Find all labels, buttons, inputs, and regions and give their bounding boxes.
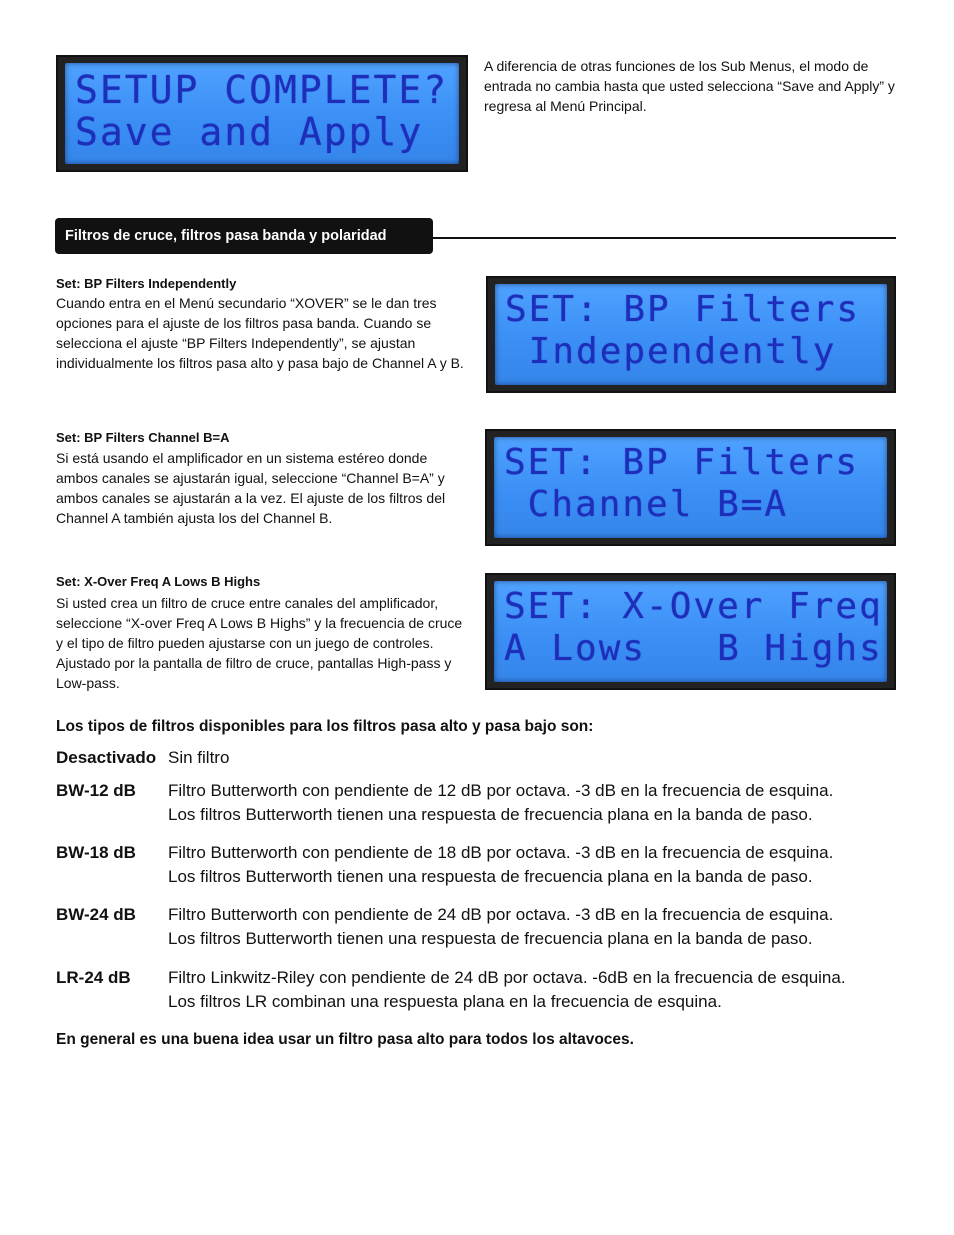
section-divider	[433, 237, 896, 239]
item-body: Cuando entra en el Menú secundario “XOVER” se le dan tres opciones para el ajuste de los filtros pasa banda. Cuando se selecciona el ajuste “BP Filters Independently”, se ajustan individualmente los filtros pasa alto y pasa bajo de Channel A y B.	[56, 295, 464, 371]
filter-description	[168, 966, 888, 1014]
lcd-line-2: Save and Apply	[75, 110, 424, 154]
lcd-xover-freq	[485, 573, 896, 690]
item-heading: Set: BP Filters Independently	[56, 276, 237, 291]
filter-description	[168, 903, 888, 951]
lcd-line-1: SET: BP Filters	[505, 289, 861, 330]
filter-description: Sin filtro	[168, 748, 230, 767]
lcd-line-2: A Lows B Highs	[504, 628, 883, 669]
filter-label: Desactivado	[56, 748, 157, 767]
closing-note: En general es una buena idea usar un filtro pasa alto para todos los altavoces.	[56, 1031, 634, 1048]
filter-description-line: Filtro Butterworth con pendiente de 18 dB por octava. -3 dB en la frecuencia de esquina.	[168, 843, 834, 862]
filter-description-line: Los filtros Butterworth tienen una respuesta de frecuencia plana en la banda de paso.	[168, 867, 813, 886]
lcd-line-2: Channel B=A	[504, 484, 789, 525]
filter-label: LR-24 dB	[56, 968, 131, 987]
item-heading: Set: BP Filters Channel B=A	[56, 430, 230, 445]
filter-description-line: Los filtros LR combinan una respuesta plana en la frecuencia de esquina.	[168, 992, 722, 1011]
lcd-screen	[494, 581, 887, 682]
lcd-bp-independently	[486, 276, 896, 393]
lcd-line-1: SET: BP Filters	[504, 442, 860, 483]
lcd-line-1: SETUP COMPLETE?	[75, 68, 449, 112]
section-title: Filtros de cruce, filtros pasa banda y polaridad	[55, 218, 433, 254]
intro-text: A diferencia de otras funciones de los Sub Menus, el modo de entrada no cambia hasta que usted selecciona “Save and Apply” y regresa al Menú Principal.	[484, 58, 895, 114]
filter-description-line: Los filtros Butterworth tienen una respuesta de frecuencia plana en la banda de paso.	[168, 805, 813, 824]
lcd-bp-channel-b-a	[485, 429, 896, 546]
filter-description-line: Filtro Butterworth con pendiente de 24 dB por octava. -3 dB en la frecuencia de esquina.	[168, 905, 834, 924]
lcd-line-2: Independently	[505, 331, 837, 372]
item-body: Si está usando el amplificador en un sistema estéreo donde ambos canales se ajustarán igual, seleccione “Channel B=A” y ambos canales se ajustarán a la vez. El ajuste de los filtros del Channel A también ajusta los del Channel B.	[56, 450, 446, 526]
filter-types-heading: Los tipos de filtros disponibles para los filtros pasa alto y pasa bajo son:	[56, 718, 594, 735]
filter-description	[168, 779, 888, 827]
item-heading: Set: X-Over Freq A Lows B Highs	[56, 574, 261, 589]
filter-label: BW-18 dB	[56, 843, 136, 862]
lcd-line-1: SET: X-Over Freq	[504, 586, 883, 627]
item-body: Si usted crea un filtro de cruce entre canales del amplificador, seleccione “X-over Freq A Lows B Highs” y la frecuencia de cruce y el tipo de filtro pueden ajustarse con un juego de controles. Ajustado por la pantalla de filtro de cruce, pantallas High-pass y Low-pass.	[56, 595, 463, 691]
lcd-screen	[65, 63, 459, 164]
lcd-setup-complete	[56, 55, 468, 172]
filter-description-line: Filtro Linkwitz-Riley con pendiente de 24 dB por octava. -6dB en la frecuencia de esquina.	[168, 968, 846, 987]
lcd-screen	[495, 284, 887, 385]
filter-description-line: Filtro Butterworth con pendiente de 12 dB por octava. -3 dB en la frecuencia de esquina.	[168, 781, 834, 800]
filter-description-line: Los filtros Butterworth tienen una respuesta de frecuencia plana en la banda de paso.	[168, 929, 813, 948]
filter-label: BW-12 dB	[56, 781, 136, 800]
lcd-screen	[494, 437, 887, 538]
filter-label: BW-24 dB	[56, 905, 136, 924]
filter-description	[168, 841, 888, 889]
